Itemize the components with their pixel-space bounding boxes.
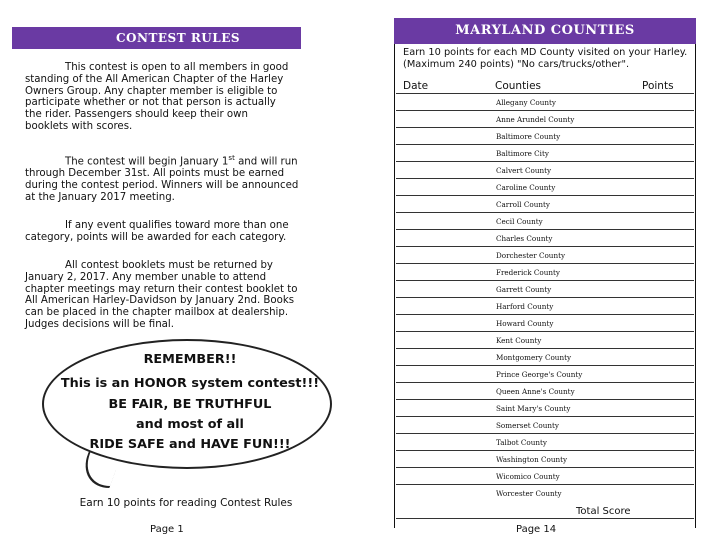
county-name: Garrett County — [496, 285, 552, 294]
bubble-line-fair: BE FAIR, BE TRUTHFUL — [108, 397, 272, 412]
county-row-line — [396, 314, 694, 315]
county-name: Cecil County — [496, 217, 543, 226]
county-row-line — [396, 280, 694, 281]
county-row-line — [396, 297, 694, 298]
county-row-line — [396, 348, 694, 349]
counties-intro: Earn 10 points for each MD County visited on your Harley. (Maximum 240 points) "No cars/trucks/other". — [403, 47, 688, 70]
county-name: Somerset County — [496, 421, 559, 430]
rules-paragraph-returns: All contest booklets must be returned by January 2, 2017. Any member unable to attend chapter meetings may return their contest booklet to All American Harley-Davidson by January 2nd. Books can be placed in the chapter mailbox at dealership. Judges decisions will be final. — [25, 260, 298, 330]
county-name: Anne Arundel County — [496, 115, 575, 124]
maryland-counties-title: MARYLAND COUNTIES — [394, 18, 696, 44]
county-name: Baltimore City — [496, 149, 549, 158]
county-row-line — [396, 178, 694, 179]
county-row-line — [396, 144, 694, 145]
county-name: Kent County — [496, 336, 542, 345]
county-row-line — [396, 467, 694, 468]
county-name: Baltimore County — [496, 132, 561, 141]
county-name: Howard County — [496, 319, 554, 328]
county-name: Wicomico County — [496, 472, 560, 481]
county-name: Talbot County — [496, 438, 547, 447]
county-name: Frederick County — [496, 268, 560, 277]
bubble-line-ride-safe: RIDE SAFE and HAVE FUN!!! — [89, 437, 291, 452]
total-score-label: Total Score — [576, 506, 631, 517]
county-row-line — [396, 212, 694, 213]
county-row-line — [396, 433, 694, 434]
county-row-line — [396, 110, 694, 111]
earn-rules-note: Earn 10 points for reading Contest Rules — [79, 497, 293, 509]
rules-paragraph-dates: The contest will begin January 1st and will run through December 31st. All points must be earned during the contest period. Winners will be announced at the January 2017 meeting. — [25, 154, 299, 203]
county-name: Calvert County — [496, 166, 552, 175]
county-row-line — [396, 399, 694, 400]
county-row-line — [396, 93, 694, 94]
bubble-line-most: and most of all — [136, 417, 244, 432]
total-score-line — [396, 518, 694, 519]
county-row-line — [396, 263, 694, 264]
page-number-left: Page 1 — [150, 524, 184, 535]
county-row-line — [396, 127, 694, 128]
county-row-line — [396, 416, 694, 417]
county-name: Allegany County — [496, 98, 556, 107]
county-row-line — [396, 450, 694, 451]
county-name: Saint Mary's County — [496, 404, 571, 413]
rules-paragraph-categories: If any event qualifies toward more than one category, points will be awarded for each category. — [25, 220, 289, 243]
county-row-line — [396, 246, 694, 247]
column-header-date: Date — [403, 80, 429, 92]
column-header-counties: Counties — [495, 80, 542, 92]
county-name: Dorchester County — [496, 251, 566, 260]
column-header-points: Points — [642, 80, 674, 92]
rules-paragraph-eligibility: This contest is open to all members in good standing of the All American Chapter of the Harley Owners Group. Any chapter member is eligible to participate whether or not that person is actually the rider. Passengers should keep their own booklets with scores. — [25, 62, 289, 132]
county-name: Carroll County — [496, 200, 550, 209]
county-name: Harford County — [496, 302, 554, 311]
county-name: Caroline County — [496, 183, 556, 192]
county-row-line — [396, 382, 694, 383]
county-row-line — [396, 484, 694, 485]
county-name: Queen Anne's County — [496, 387, 575, 396]
county-row-line — [396, 195, 694, 196]
county-row-line — [396, 229, 694, 230]
county-row-line — [396, 331, 694, 332]
county-row-line — [396, 365, 694, 366]
county-name: Worcester County — [496, 489, 562, 498]
bubble-line-remember: REMEMBER!! — [143, 352, 237, 367]
county-name: Washington County — [496, 455, 568, 464]
page-number-right: Page 14 — [516, 524, 557, 535]
county-name: Montgomery County — [496, 353, 572, 362]
county-name: Prince George's County — [496, 370, 583, 379]
county-name: Charles County — [496, 234, 553, 243]
bubble-line-honor: This is an HONOR system contest!!! — [60, 376, 320, 391]
contest-rules-title: CONTEST RULES — [12, 27, 301, 49]
county-row-line — [396, 161, 694, 162]
